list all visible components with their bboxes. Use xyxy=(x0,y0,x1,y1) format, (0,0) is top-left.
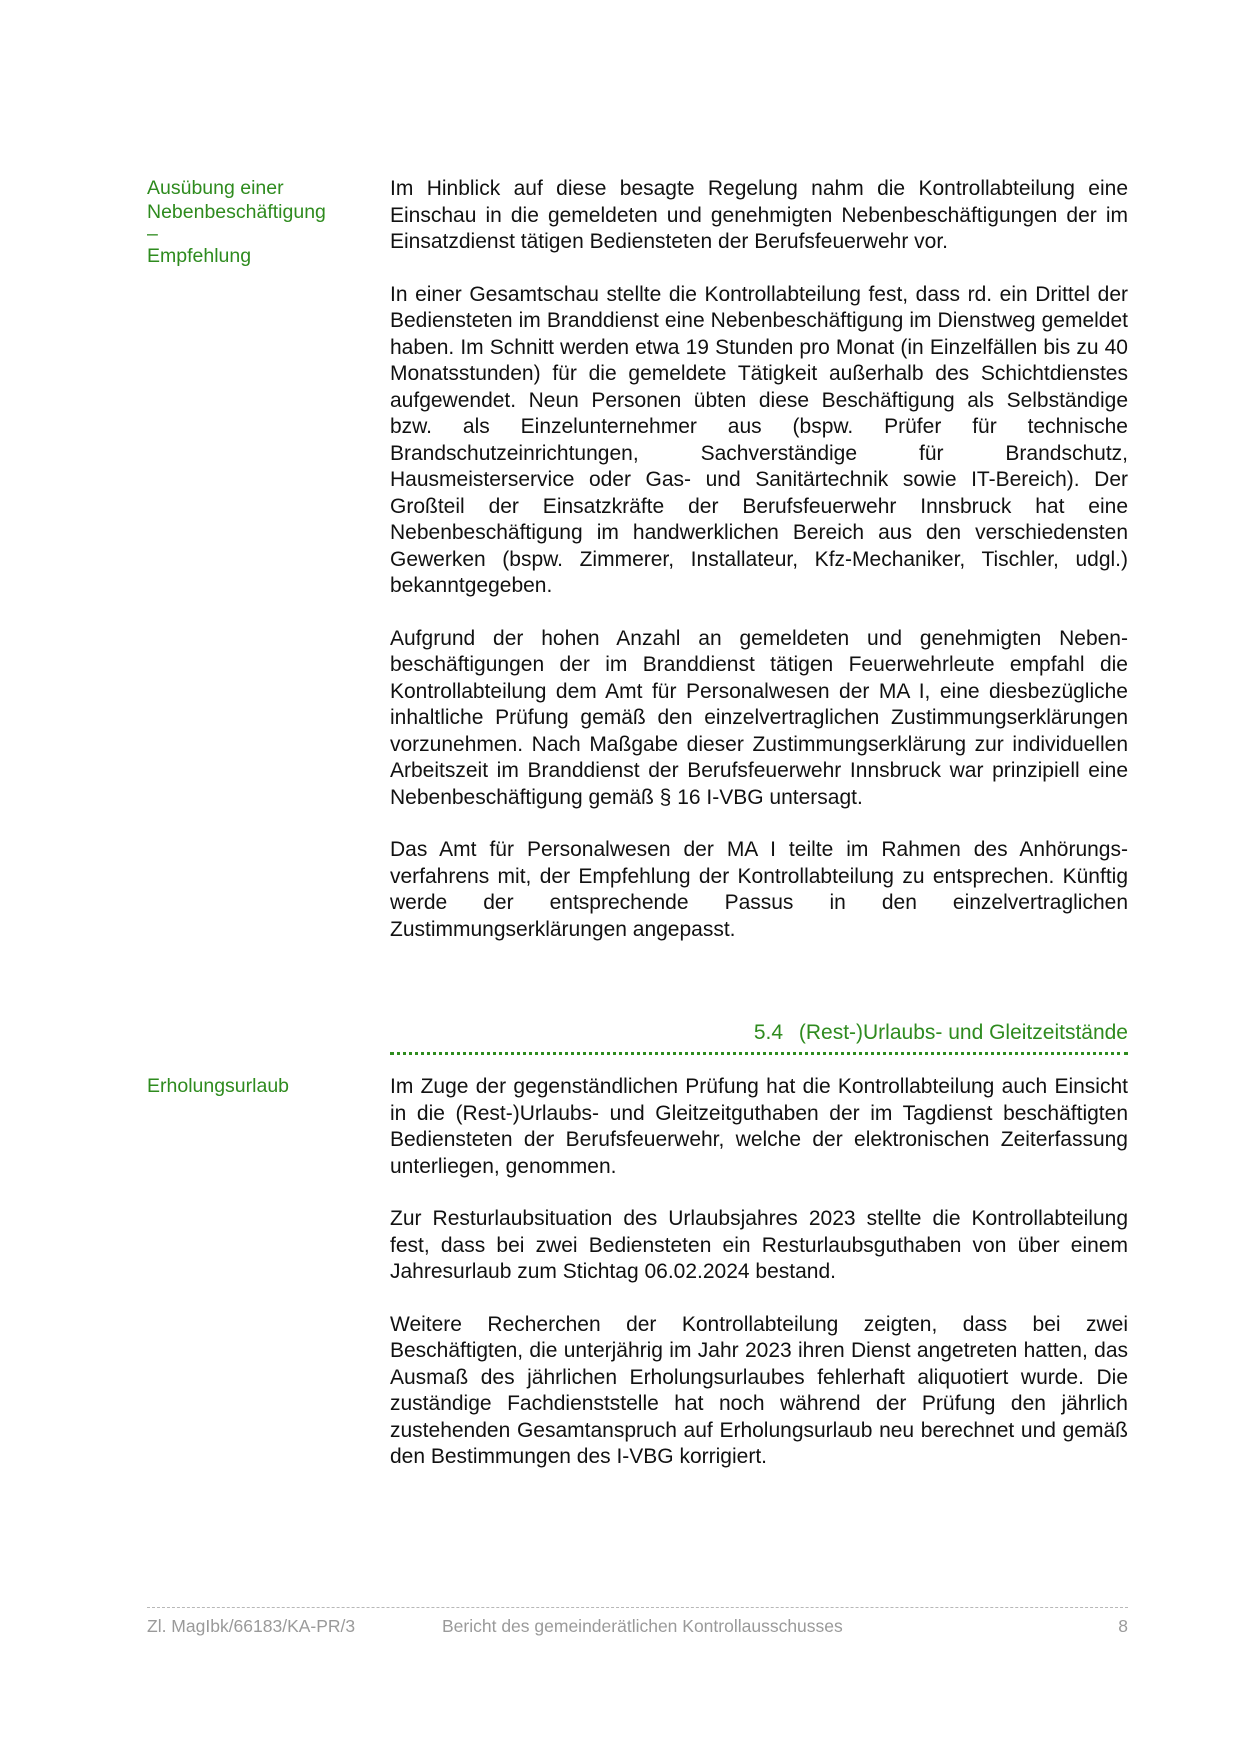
margin-note-line: Empfehlung xyxy=(147,245,252,267)
margin-note-nebenbeschaeftigung xyxy=(147,176,377,268)
paragraph: Weitere Recherchen der Kontrollabteilung zeigten, dass bei zwei Beschäftigten, die unterjährig im Jahr 2023 ihren Dienst angetreten hatten, das Ausmaß des jährlichen Erholungsurlaubes fehlerhaft aliquotiert wurde. Die zuständige Fachdienststelle hat noch während der Prüfung den jährlich zustehenden Gesamtanspruch auf Erholungsurlaub neu berechnet und gemäß den Bestimmungen des I-VBG korrigiert. xyxy=(390,1312,1128,1468)
footer-divider xyxy=(147,1607,1128,1608)
paragraph: In einer Gesamtschau stellte die Kontrollabteilung fest, dass rd. ein Drittel der Bediensteten im Branddienst eine Nebenbeschäftigung im Dienstweg gemeldet haben. Im Schnitt werden etwa 19 Stunden pro Monat (in Einzelfällen bis zu 40 Monatsstunden) für die gemeldete Tätigkeit außerhalb des Schichtdienstes aufgewendet. Neun Personen übten diese Beschäftigung als Selbständige bzw. als Einzelunternehmer aus (bspw. Prüfer für technische Brandschutzeinrichtungen, Sachverständige für Brandschutz, Hausmeisterservice oder Gas- und Sanitärtechnik sowie IT-Bereich). Der Großteil der Einsatzkräfte der Berufsfeuerwehr Innsbruck hat eine Nebenbeschäftigung im handwerklichen Bereich aus den verschiedensten Gewerken (bspw. Zimmerer, Installateur, Kfz-Mechaniker, Tischler, udgl.) bekanntgegeben. xyxy=(390,282,1128,597)
margin-note-line: Erholungsurlaub xyxy=(147,1075,290,1097)
section-nebenbeschaeftigung-body xyxy=(390,176,1128,969)
section-number: 5.4 xyxy=(753,1021,784,1044)
footer-reference: Zl. MagIbk/66183/KA-PR/3 xyxy=(147,1616,356,1636)
section-urlaub-body xyxy=(390,1074,1128,1497)
paragraph: Das Amt für Personalwesen der MA I teilte im Rahmen des Anhörungsverfahrens mit, der Empfehlung der Kontrollabteilung zu entsprechen. Künftig werde der entsprechende Passus in den einzelvertraglichen Zustimmungserklärungen angepasst. xyxy=(390,838,1128,941)
margin-note-line: – xyxy=(147,223,158,245)
footer-title: Bericht des gemeinderätlichen Kontrollausschusses xyxy=(442,1616,843,1636)
margin-note-erholungsurlaub xyxy=(147,1074,377,1098)
paragraph: Zur Resturlaubsituation des Urlaubsjahres 2023 stellte die Kontrollabteilung fest, dass bei zwei Bediensteten ein Resturlaubsguthaben von über einem Jahresurlaub zum Stichtag 06.02.2024 bestand. xyxy=(390,1207,1128,1283)
margin-note-line: Ausübung einer xyxy=(147,177,284,199)
section-title: (Rest-)Urlaubs- und Gleitzeitstände xyxy=(798,1021,1128,1044)
paragraph: Im Zuge der gegenständlichen Prüfung hat die Kontrollabteilung auch Einsicht in die (Rest-)Urlaubs- und Gleitzeitguthaben der im Tagdienst beschäftigten Bediensteten der Berufsfeuerwehr, welche der elektronischen Zeiterfassung unterliegen, genommen. xyxy=(390,1075,1128,1178)
section-heading xyxy=(390,1020,1128,1055)
margin-note-line: Nebenbeschäftigung xyxy=(147,201,326,223)
paragraph: Aufgrund der hohen Anzahl an gemeldeten und genehmigten Nebenbeschäftigungen der im Branddienst tätigen Feuerwehrleute empfahl die Kontrollabteilung dem Amt für Personalwesen der MA I, eine diesbezügliche inhaltliche Prüfung gemäß den einzelvertraglichen Zustimmungserklärungen vorzunehmen. Nach Maßgabe dieser Zustimmungserklärung zur individuellen Arbeitszeit im Branddienst der Berufsfeuerwehr Innsbruck war prinzipiell eine Nebenbeschäftigung gemäß § 16 I-VBG untersagt. xyxy=(390,626,1128,809)
paragraph: Im Hinblick auf diese besagte Regelung nahm die Kontrollabteilung eine Einschau in die gemeldeten und genehmigten Nebenbeschäftigungen der im Einsatzdienst tätigen Bediensteten der Berufsfeuerwehr vor. xyxy=(390,177,1128,253)
page-number: 8 xyxy=(1118,1616,1128,1636)
